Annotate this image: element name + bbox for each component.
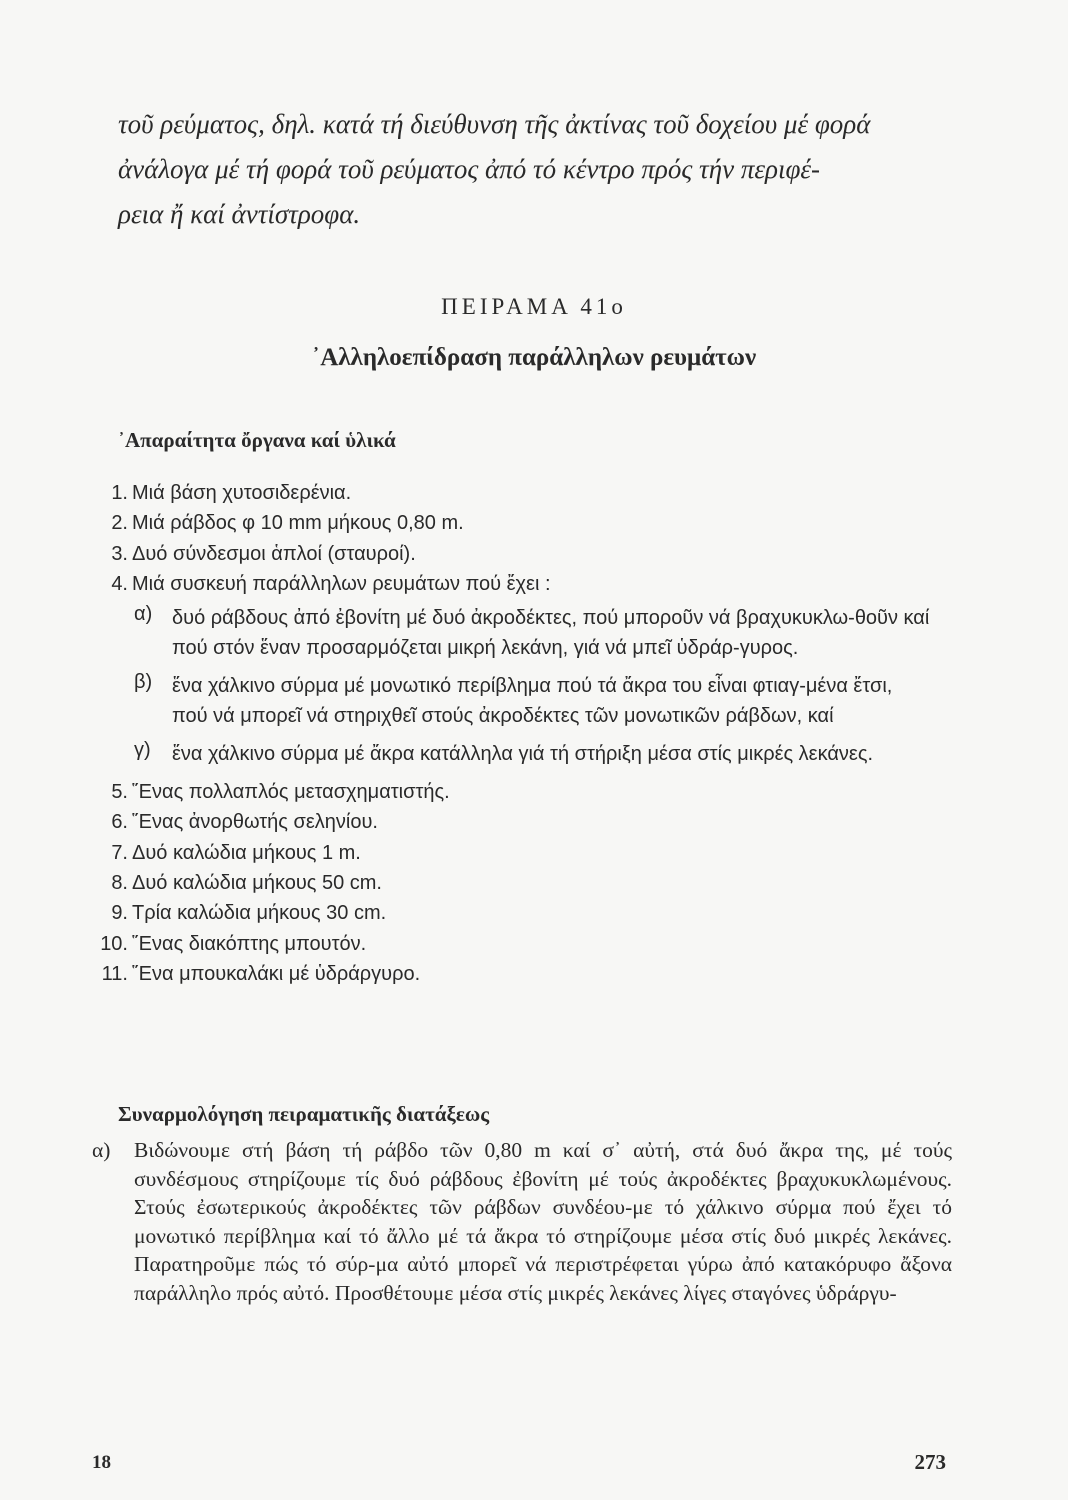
sub-item-label: α) — [134, 603, 153, 626]
item-number: 1. — [111, 482, 128, 504]
list-item — [92, 478, 952, 508]
materials-heading: ᾿Απαραίτητα ὄργανα καί ὑλικά — [118, 428, 396, 452]
page-number: 273 — [914, 1450, 946, 1474]
paragraph-text: Βιδώνουμε στή βάση τή ράβδο τῶν 0,80 m καί σ᾿ αὐτή, στά δυό ἄκρα της, μέ τούς συνδέσμους στηρίζουμε τίς δυό ράβδους ἐβονίτη μέ τούς ἀκροδέκτες βραχυκυκλωμένους. Στούς ἐσωτερικούς ἀκροδέκτες τῶν ράβδων συνδέου-με τό χάλκινο σύρμα πού ἔχει τό μονωτικό περίβλημα καί τό ἄλλο μέ τά ἄκρα τό στηρίζουμε μέσα στίς δυό μικρές λεκάνες. Παρατηροῦμε πώς τό σύρ-μα αὐτό μπορεῖ νά περιστρέφεται γύρω ἀπό κατακόρυφο ἄξονα παράλληλο πρός αὐτό. Προσθέτουμε μέσα στίς μικρές λεκάνες λίγες σταγόνες ὑδράργυ- — [134, 1138, 952, 1305]
list-item — [92, 539, 952, 569]
item-number: 4. — [111, 572, 128, 595]
item-text: ῞Ενα μπουκαλάκι μέ ὑδράργυρο. — [132, 962, 421, 985]
assembly-heading: Συναρμολόγηση πειραματικῆς διατάξεως — [118, 1102, 490, 1126]
item-number: 2. — [111, 512, 128, 535]
sub-item-text: ἕνα χάλκινο σύρμα μέ μονωτικό περίβλημα πού τά ἄκρα του εἶναι φτιαγ-μένα ἔτσι, πού νά μπορεῖ νά στηριχθεῖ στούς ἀκροδέκτες τῶν μονωτικῶν ράβδων, καί — [172, 675, 893, 728]
sub-item — [92, 603, 952, 663]
experiment-title: ΠΕΙΡΑΜΑ 41ο — [441, 294, 627, 319]
list-item — [92, 838, 952, 868]
item-text: Τρία καλώδια μήκους 30 cm. — [132, 902, 387, 925]
item-text: ῞Ενας πολλαπλός μετασχηματιστής. — [132, 781, 450, 804]
item-text: Μιά συσκευή παράλληλων ρευμάτων πού ἔχει : — [132, 572, 551, 595]
list-item — [92, 868, 952, 898]
item-number: 7. — [111, 841, 128, 864]
item-text: Δυό σύνδεσμοι ἁπλοί (σταυροί). — [132, 542, 416, 565]
sub-item — [92, 671, 952, 731]
item-text: ῞Ενας διακόπτης μπουτόν. — [132, 932, 367, 955]
item-text: ῞Ενας ἀνορθωτής σεληνίου. — [132, 811, 378, 834]
experiment-subtitle: ᾿Αλληλοεπίδραση παράλληλων ρευμάτων — [311, 344, 757, 371]
item-number: 5. — [111, 781, 128, 804]
list-item — [92, 807, 952, 837]
item-number: 11. — [101, 962, 128, 985]
sub-item-text: δυό ράβδους ἀπό ἐβονίτη μέ δυό ἀκροδέκτες, πού μποροῦν νά βραχυκυκλω-θοῦν καί πού στόν ἕναν προσαρμόζεται μικρή λεκάνη, γιά νά μπεῖ ὑδράρ-γυρος. — [172, 607, 930, 660]
sub-item-text: ἕνα χάλκινο σύρμα μέ ἄκρα κατάλληλα γιά τή στήριξη μέσα στίς μικρές λεκάνες. — [172, 743, 874, 766]
intro-line: τοῦ ρεύματος, δηλ. κατά τή διεύθυνση τῆς ἀκτίνας τοῦ δοχείου μέ φορά — [118, 109, 871, 139]
list-item — [92, 777, 952, 807]
list-item — [92, 508, 952, 538]
list-item — [92, 929, 952, 959]
materials-list — [92, 478, 952, 989]
intro-paragraph — [118, 102, 938, 237]
intro-line: ρεια ἤ καί ἀντίστροφα. — [118, 199, 361, 229]
list-item — [92, 898, 952, 928]
item-number: 6. — [111, 811, 128, 834]
item-text: Μιά ράβδος φ 10 mm μήκους 0,80 m. — [132, 512, 464, 535]
sub-item-label: γ) — [134, 739, 151, 762]
item-number: 8. — [111, 872, 128, 895]
paragraph-label: α) — [92, 1138, 111, 1162]
list-item — [92, 569, 952, 599]
item-text: Μιά βάση χυτοσιδερένια. — [132, 482, 352, 504]
list-item — [92, 959, 952, 989]
item-number: 10. — [100, 932, 128, 955]
sub-item-label: β) — [134, 671, 153, 694]
signature-mark: 18 — [92, 1452, 111, 1473]
intro-line: ἀνάλογα μέ τή φορά τοῦ ρεύματος ἀπό τό κέντρο πρός τήν περιφέ- — [118, 154, 821, 184]
item-text: Δυό καλώδια μήκους 1 m. — [132, 841, 361, 864]
item-number: 9. — [111, 902, 128, 925]
item-number: 3. — [111, 542, 128, 565]
item-text: Δυό καλώδια μήκους 50 cm. — [132, 872, 382, 895]
sub-item — [92, 739, 952, 769]
assembly-paragraph — [92, 1136, 952, 1307]
